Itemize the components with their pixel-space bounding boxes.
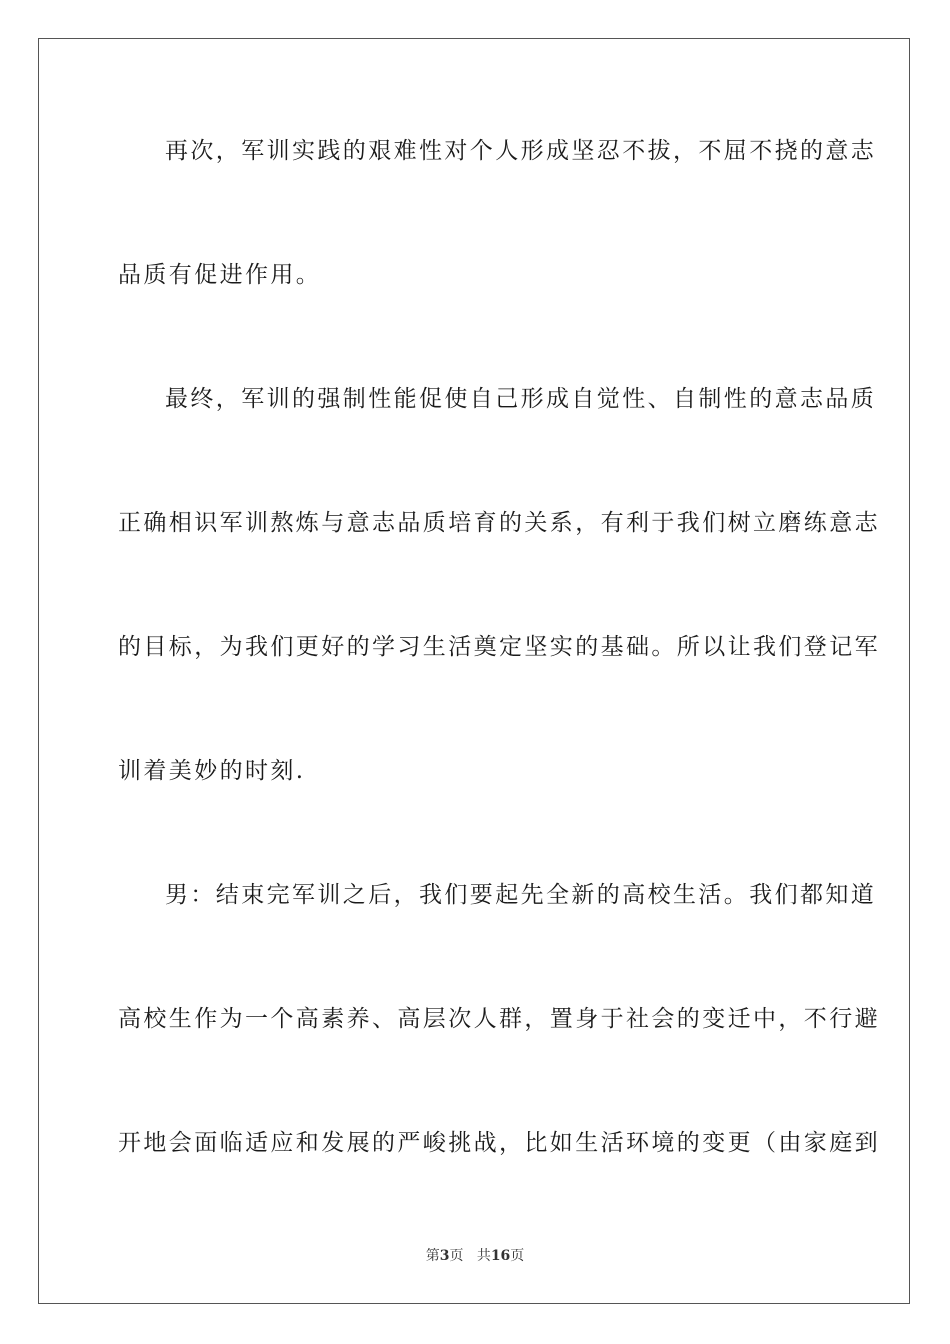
paragraph-line-8: 高校生作为一个高素养、高层次人群，置身于社会的变迁中，不行避 <box>118 1006 880 1032</box>
page-prefix: 第 <box>425 1248 440 1264</box>
paragraph-line-4: 正确相识军训熬炼与意志品质培育的关系，有利于我们树立磨练意志 <box>118 510 880 536</box>
paragraph-line-6: 训着美妙的时刻. <box>118 758 306 784</box>
paragraph-line-5: 的目标，为我们更好的学习生活奠定坚实的基础。所以让我们登记军 <box>118 634 880 660</box>
page-border <box>38 38 910 1304</box>
paragraph-line-1: 再次，军训实践的艰难性对个人形成坚忍不拔，不屈不挠的意志 <box>165 138 877 164</box>
total-prefix: 共 <box>476 1248 491 1264</box>
page-number: 3 <box>439 1248 450 1264</box>
total-pages: 16 <box>490 1248 511 1264</box>
total-suffix: 页 <box>510 1248 525 1264</box>
paragraph-line-2: 品质有促进作用。 <box>118 262 322 288</box>
paragraph-line-9: 开地会面临适应和发展的严峻挑战，比如生活环境的变更（由家庭到 <box>118 1130 880 1156</box>
page-footer <box>0 1246 950 1266</box>
page-suffix: 页 <box>449 1248 464 1264</box>
paragraph-line-7: 男：结束完军训之后，我们要起先全新的高校生活。我们都知道 <box>165 882 877 908</box>
paragraph-line-3: 最终，军训的强制性能促使自己形成自觉性、自制性的意志品质 <box>165 386 877 412</box>
